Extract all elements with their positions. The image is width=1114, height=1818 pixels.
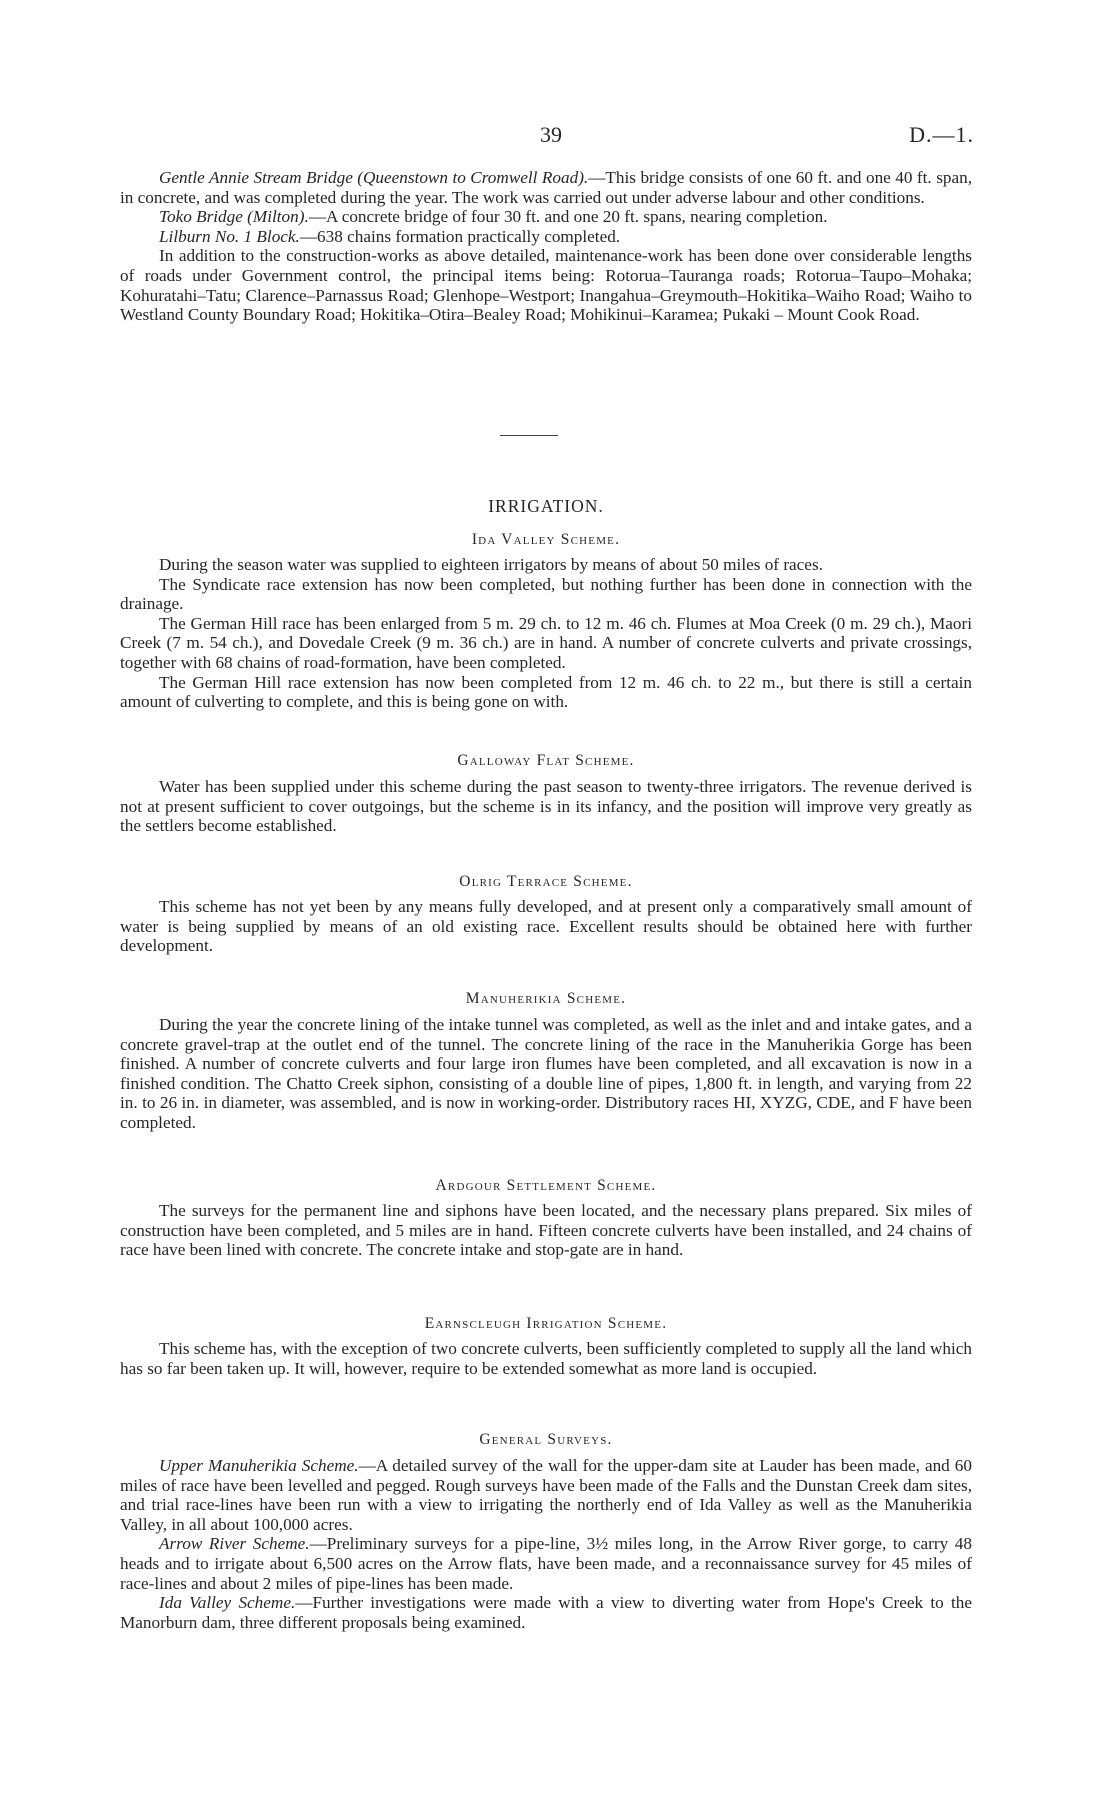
olrig-terrace-heading: Olrig Terrace Scheme. (459, 873, 633, 890)
paragraph-maintenance-work: In addition to the construction-works as above detailed, maintenance-work has been done over considerable lengths of roads under Government control, the principal items being: Rotorua–Tauranga roads; Rotorua–Taupo–Mohaka; Kohuratahi–Tatu; Clarence–Parnassus Road; Glenhope–Westport; Inangahua–Greymouth–Hokitika–Waiho Road; Waiho to Westland County Boundary Road; Hokitika–Otira–Bealey Road; Mohikinui–Karamea; Pukaki – Mount Cook Road. (120, 246, 972, 325)
paragraph: The surveys for the permanent line and siphons have been located, and the necessary plans prepared. Six miles of construction have been completed, and 5 miles are in hand. Fifteen concrete culverts have been installed, and 24 chains of race have been lined with concrete. The concrete intake and stop-gate are in hand. (120, 1201, 972, 1260)
irrigation-title: IRRIGATION. (488, 496, 604, 516)
olrig-terrace-body (120, 897, 972, 956)
paragraph: During the season water was supplied to eighteen irrigators by means of about 50 miles of races. (159, 555, 823, 574)
page-header (120, 122, 974, 152)
earnscleugh-body (120, 1339, 972, 1378)
general-surveys-heading: General Surveys. (479, 1431, 613, 1448)
ida-valley-body (120, 555, 972, 712)
manuherikia-heading: Manuherikia Scheme. (465, 990, 627, 1007)
paragraph-toko-bridge: Toko Bridge (Milton).—A concrete bridge of four 30 ft. and one 20 ft. spans, nearing completion. (159, 207, 828, 227)
manuherikia-body (120, 1015, 972, 1133)
galloway-flat-heading: Galloway Flat Scheme. (457, 752, 635, 769)
general-surveys-body (120, 1456, 972, 1632)
paragraph-lilburn-block: Lilburn No. 1 Block.—638 chains formation practically completed. (159, 226, 621, 246)
paragraph: The Syndicate race extension has now been completed, but nothing further has been done in connection with the drainage. (120, 574, 972, 614)
paragraph-upper-manuherikia: Upper Manuherikia Scheme.—A detailed survey of the wall for the upper-dam site at Lauder has been made, and 60 miles of race have been levelled and pegged. Rough surveys have been made of the Falls and the Dunstan Creek dam sites, and trial race-lines have been run with a view to irrigating the northerly end of Ida Valley as well as the Manuherikia Valley, in all about 100,000 acres. (120, 1456, 972, 1534)
ida-valley-heading: Ida Valley Scheme. (471, 531, 621, 548)
paragraph-arrow-river: Arrow River Scheme.—Preliminary surveys for a pipe-line, 3½ miles long, in the Arrow River gorge, to carry 48 heads and to irrigate about 6,500 acres on the Arrow flats, have been made, and a reconnaissance survey for 45 miles of race-lines and about 2 miles of pipe-lines has been made. (120, 1534, 972, 1593)
paragraph: During the year the concrete lining of the intake tunnel was completed, as well as the inlet and and intake gates, and a concrete gravel-trap at the outlet end of the tunnel. The concrete lining of the race in the Manuherikia Gorge has been finished. A number of concrete culverts and four large iron flumes have been completed, and all excavation is now in a finished condition. The Chatto Creek siphon, consisting of a double line of pipes, 1,800 ft. in length, and varying from 22 in. to 26 in. in diameter, was assembled, and is now in working-order. Distributory races HI, XYZG, CDE, and F have been completed. (120, 1015, 972, 1132)
ardgour-settlement-body (120, 1201, 972, 1260)
paragraph-ida-valley-survey: Ida Valley Scheme.—Further investigations were made with a view to diverting water from Hope's Creek to the Manorburn dam, three different proposals being examined. (120, 1593, 972, 1632)
paragraph-gentle-annie-bridge: Gentle Annie Stream Bridge (Queenstown to Cromwell Road).—This bridge consists of one 60 ft. and one 40 ft. span, in concrete, and was completed during the year. The work was carried out under adverse labour and other conditions. (120, 168, 972, 207)
earnscleugh-heading: Earnscleugh Irrigation Scheme. (424, 1315, 668, 1332)
paragraph: This scheme has not yet been by any means fully developed, and at present only a comparatively small amount of water is being supplied by means of an old existing race. Excellent results should be obtained here with further development. (120, 897, 972, 956)
paragraph: The German Hill race has been enlarged from 5 m. 29 ch. to 12 m. 46 ch. Flumes at Moa Creek (0 m. 29 ch.), Maori Creek (7 m. 54 ch.), and Dovedale Creek (9 m. 36 ch.) are in hand. A number of concrete culverts and private crossings, together with 68 chains of road-formation, have been completed. (120, 613, 972, 672)
galloway-flat-body (120, 777, 972, 836)
section-divider (500, 435, 558, 436)
paragraph: Water has been supplied under this scheme during the past season to twenty-three irrigators. The revenue derived is not at present sufficient to cover outgoings, but the scheme is in its infancy, and the position will improve very greatly as the settlers become established. (120, 777, 972, 836)
page-number: 39 (540, 122, 562, 147)
roads-section (120, 168, 972, 325)
document-reference: D.—1. (909, 122, 974, 147)
paragraph: This scheme has, with the exception of two concrete culverts, been sufficiently completed to supply all the land which has so far been taken up. It will, however, require to be extended somewhat as more land is occupied. (120, 1339, 972, 1378)
paragraph: The German Hill race extension has now been completed from 12 m. 46 ch. to 22 m., but there is still a certain amount of culverting to complete, and this is being gone on with. (120, 672, 972, 712)
ardgour-settlement-heading: Ardgour Settlement Scheme. (435, 1177, 657, 1194)
